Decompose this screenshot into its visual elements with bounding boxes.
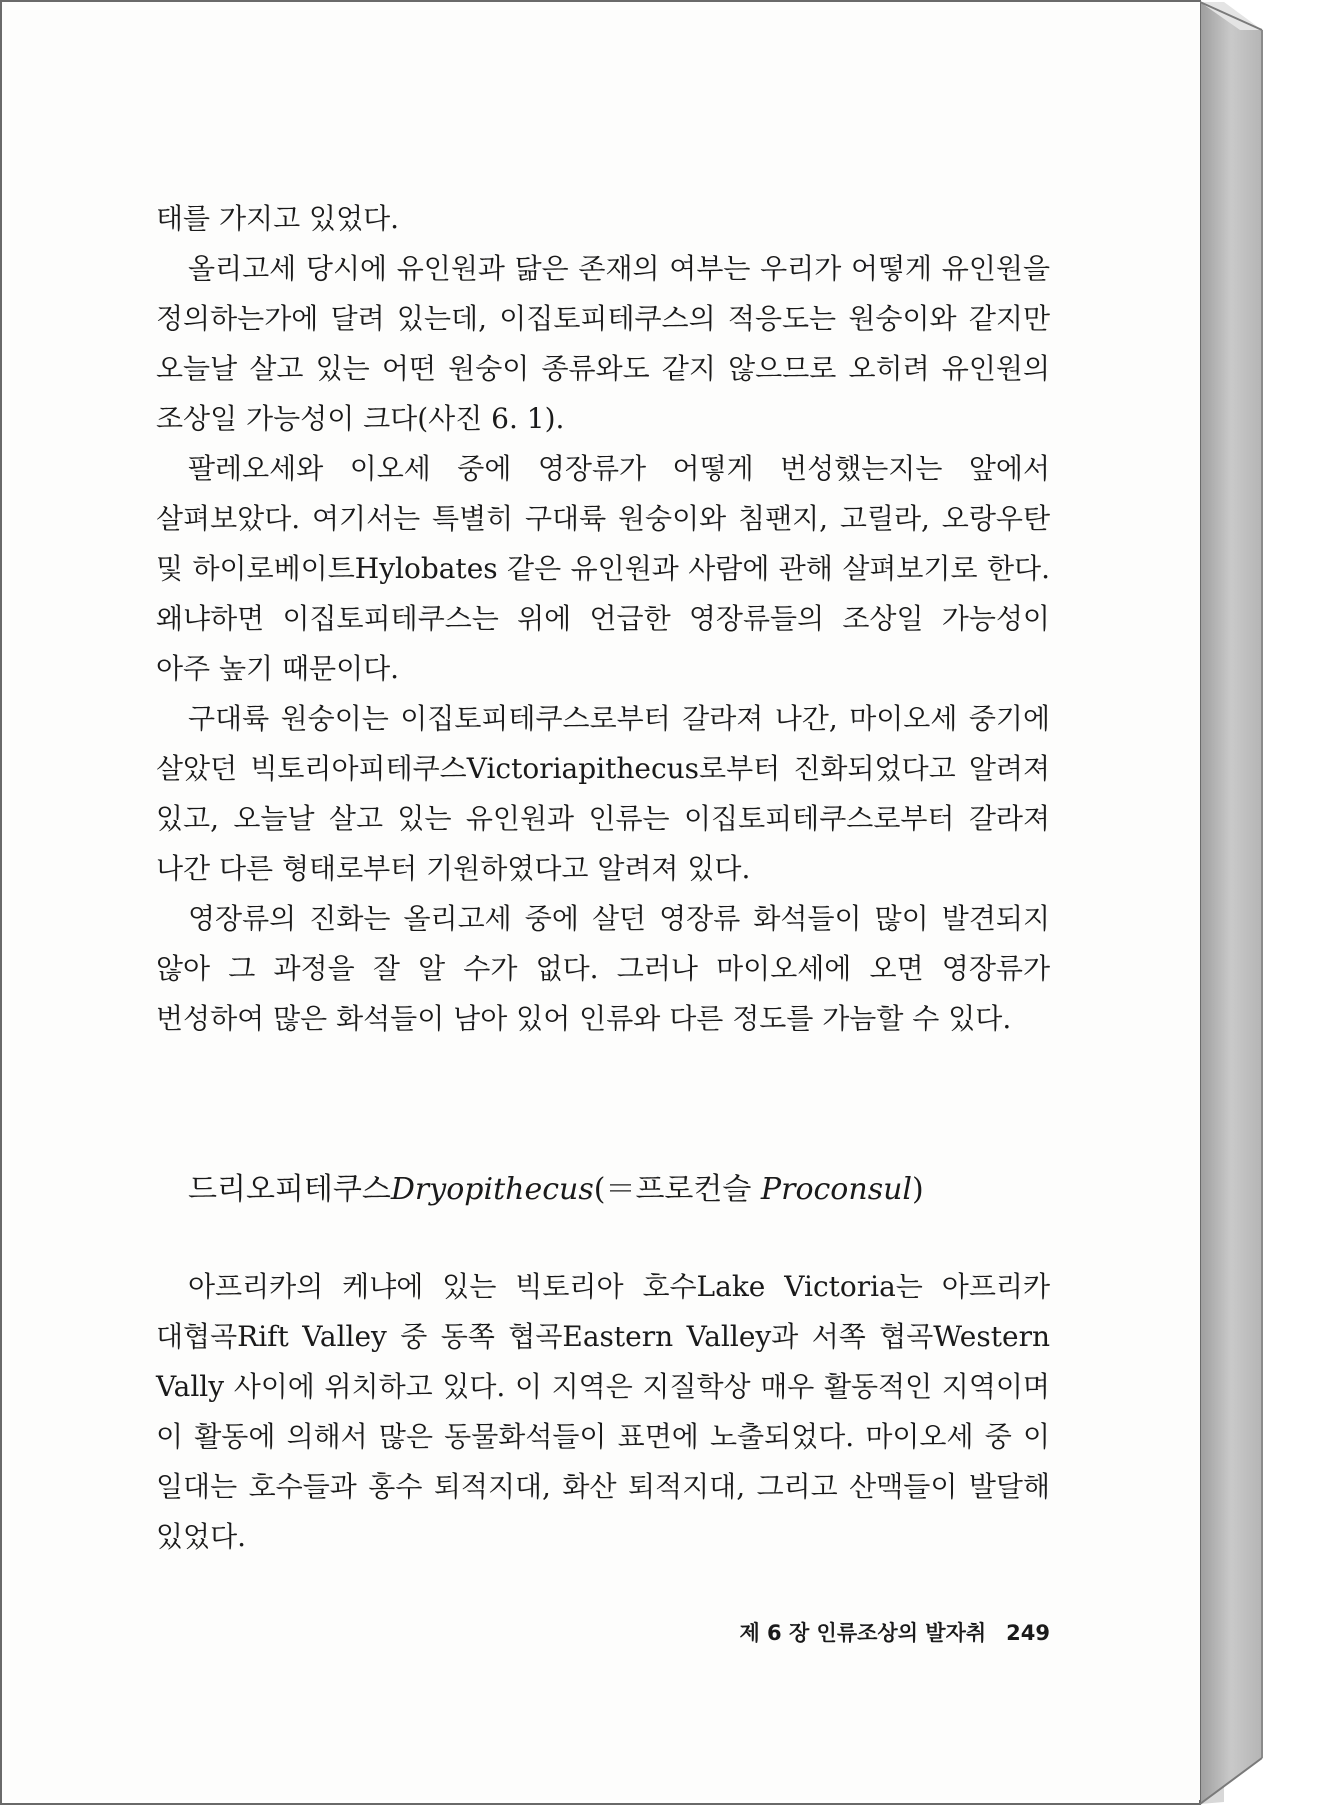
heading-alt-korean: 프로컨슬 [635,1172,752,1207]
heading-korean: 드리오피테쿠스 [188,1172,391,1207]
book-spine [1200,2,1262,1804]
heading-latin: Dryopithecus [390,1172,594,1207]
footer-chapter: 제 6 장 인류조상의 발자취 [739,1621,987,1645]
section-heading [188,1164,924,1208]
paragraph-lake-victoria: 아프리카의 케냐에 있는 빅토리아 호수Lake Victoria는 아프리카 대협곡Rift Valley 중 동쪽 협곡Eastern Valley과 서쪽 협곡Western Vally 사이에 위치하고 있다. 이 지역은 지질학상 매우 활동적인 지역이며 이 활동에 의해서 많은 동물화석들이 표면에 노출되었다. 마이오세 중 이 일대는 호수들과 홍수 퇴적지대, 화산 퇴적지대, 그리고 산맥들이 발달해 있었다. [156,1270,1050,1553]
heading-alt-latin: Proconsul [760,1172,913,1207]
running-footer [739,1617,1050,1647]
page-number: 249 [1006,1621,1050,1645]
paragraph-paleocene: 팔레오세와 이오세 중에 영장류가 어떻게 번성했는지는 앞에서 살펴보았다. 여기서는 특별히 구대륙 원숭이와 침팬지, 고릴라, 오랑우탄 및 하이로베이트Hylobates 같은 유인원과 사람에 관해 살펴보기로 한다. 왜냐하면 이집토피테쿠스는 위에 언급한 영장류들의 조상일 가능성이 아주 높기 때문이다. [156,452,1050,685]
paragraph-old-world-monkeys: 구대륙 원숭이는 이집토피테쿠스로부터 갈라져 나간, 마이오세 중기에 살았던 빅토리아피테쿠스Victoriapithecus로부터 진화되었다고 알려져 있고, 오늘날 살고 있는 유인원과 인류는 이집토피테쿠스로부터 갈라져 나간 다른 형태로부터 기원하였다고 알려져 있다. [156,702,1050,885]
body-text-top [156,194,1050,1044]
paragraph-oligocene: 올리고세 당시에 유인원과 닮은 존재의 여부는 우리가 어떻게 유인원을 정의하는가에 달려 있는데, 이집토피테쿠스의 적응도는 원숭이와 같지만 오늘날 살고 있는 어떤 원숭이 종류와도 같지 않으므로 오히려 유인원의 조상일 가능성이 크다(사진 6. 1). [156,252,1050,435]
paragraph-continuation: 태를 가지고 있었다. [156,202,400,235]
heading-paren-open: (＝ [593,1172,636,1207]
heading-paren-close: ) [912,1172,924,1207]
paragraph-primate-evolution: 영장류의 진화는 올리고세 중에 살던 영장류 화석들이 많이 발견되지 않아 그 과정을 잘 알 수가 없다. 그러나 마이오세에 오면 영장류가 번성하여 많은 화석들이 남아 있어 인류와 다른 정도를 가늠할 수 있다. [156,902,1050,1035]
body-text-bottom [156,1262,1050,1562]
